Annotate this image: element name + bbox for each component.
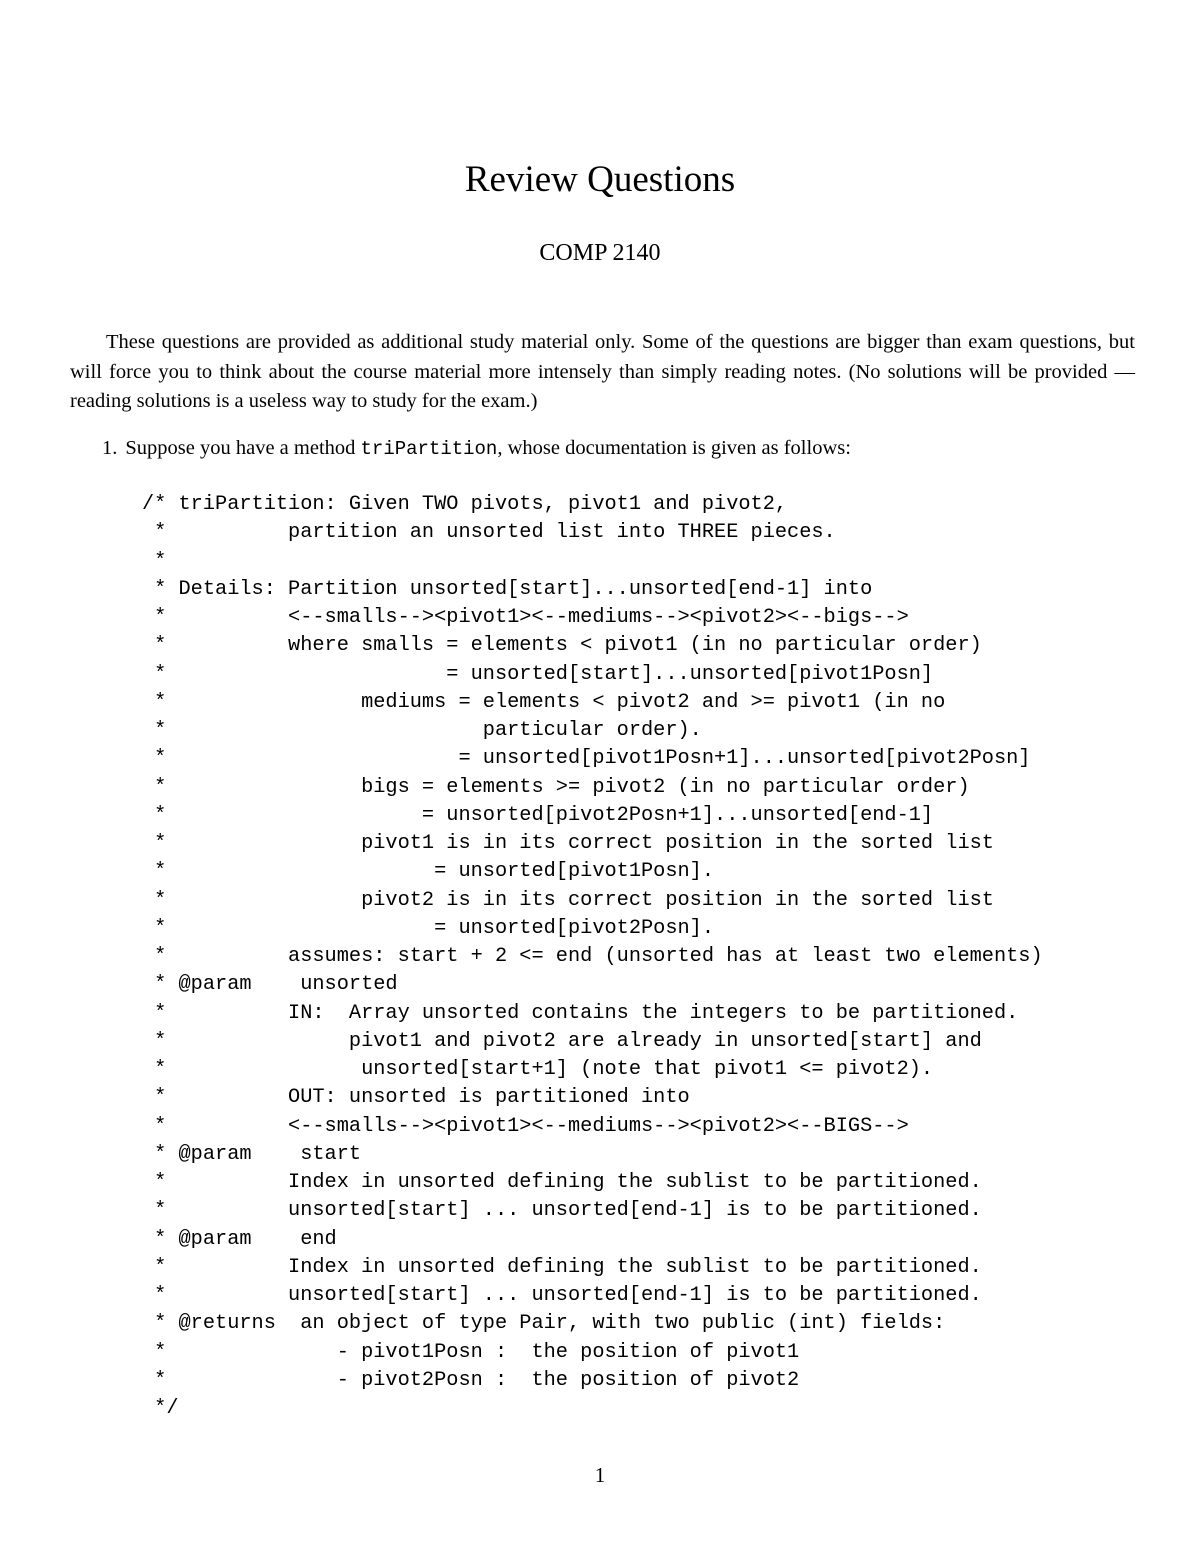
code-line: * @param unsorted [142, 973, 398, 997]
code-line: * unsorted[start+1] (note that pivot1 <= pivot2). [142, 1058, 934, 1081]
code-line: * @returns an object of type Pair, with two public (int) fields: [142, 1312, 946, 1336]
code-line: * pivot2 is in its correct position in the sorted list [142, 888, 994, 912]
code-line: * mediums = elements < pivot2 and >= pivot1 (in no [142, 690, 946, 714]
code-line: /* triPartition: Given TWO pivots, pivot1 and pivot2, [142, 493, 788, 516]
code-line: * assumes: start + 2 <= end (unsorted has at least two elements) [142, 945, 1043, 968]
code-line: * = unsorted[pivot2Posn]. [142, 916, 715, 940]
code-line: * [142, 549, 167, 573]
intro-paragraph: These questions are provided as additional study material only. Some of the questions are bigger than exam questions, but will force you to think about the course material more intensely than simply reading notes. (No solutions will be provided — reading solutions is a useless way to study for the exam.) [70, 331, 1135, 412]
code-line: * <--smalls--><pivot1><--mediums--><pivot2><--BIGS--> [142, 1114, 909, 1138]
code-line: * = unsorted[pivot1Posn+1]...unsorted[pivot2Posn] [142, 747, 1031, 771]
course-code: COMP 2140 [539, 240, 661, 266]
code-line: * pivot1 is in its correct position in the sorted list [142, 832, 994, 855]
code-line: * = unsorted[start]...unsorted[pivot1Posn] [142, 662, 934, 686]
question-1 [102, 433, 1102, 464]
code-line: * partition an unsorted list into THREE pieces. [142, 521, 836, 545]
code-line: */ [142, 1397, 179, 1420]
code-line: * unsorted[start] ... unsorted[end-1] is to be partitioned. [142, 1199, 982, 1223]
code-line: * particular order). [142, 719, 702, 742]
code-line: * where smalls = elements < pivot1 (in no particular order) [142, 634, 982, 658]
code-line: * Details: Partition unsorted[start]...unsorted[end-1] into [142, 577, 873, 601]
code-line: * = unsorted[pivot2Posn+1]...unsorted[end-1] [142, 803, 934, 827]
code-line: * - pivot2Posn : the position of pivot2 [142, 1368, 800, 1392]
code-line: * Index in unsorted defining the sublist to be partitioned. [142, 1255, 982, 1279]
code-line: * - pivot1Posn : the position of pivot1 [142, 1340, 800, 1364]
question-text-after: , whose documentation is given as follows: [497, 437, 851, 459]
code-line: * <--smalls--><pivot1><--mediums--><pivot2><--bigs--> [142, 606, 909, 629]
code-line: * OUT: unsorted is partitioned into [142, 1086, 690, 1110]
question-text-before: Suppose you have a method [125, 437, 361, 459]
page-number: 1 [594, 1463, 606, 1487]
code-line: * Index in unsorted defining the sublist to be partitioned. [142, 1171, 982, 1194]
code-line: * = unsorted[pivot1Posn]. [142, 860, 715, 884]
code-line: * @param end [142, 1227, 337, 1251]
code-line: * bigs = elements >= pivot2 (in no particular order) [142, 775, 970, 799]
document-title: Review Questions [464, 159, 736, 200]
method-name: triPartition [360, 438, 498, 460]
code-line: * unsorted[start] ... unsorted[end-1] is to be partitioned. [142, 1284, 982, 1307]
code-line: * pivot1 and pivot2 are already in unsorted[start] and [142, 1029, 982, 1053]
code-block [142, 491, 1043, 1423]
question-number: 1. [102, 437, 118, 459]
code-line: * IN: Array unsorted contains the integers to be partitioned. [142, 1001, 1019, 1025]
code-line: * @param start [142, 1142, 362, 1166]
